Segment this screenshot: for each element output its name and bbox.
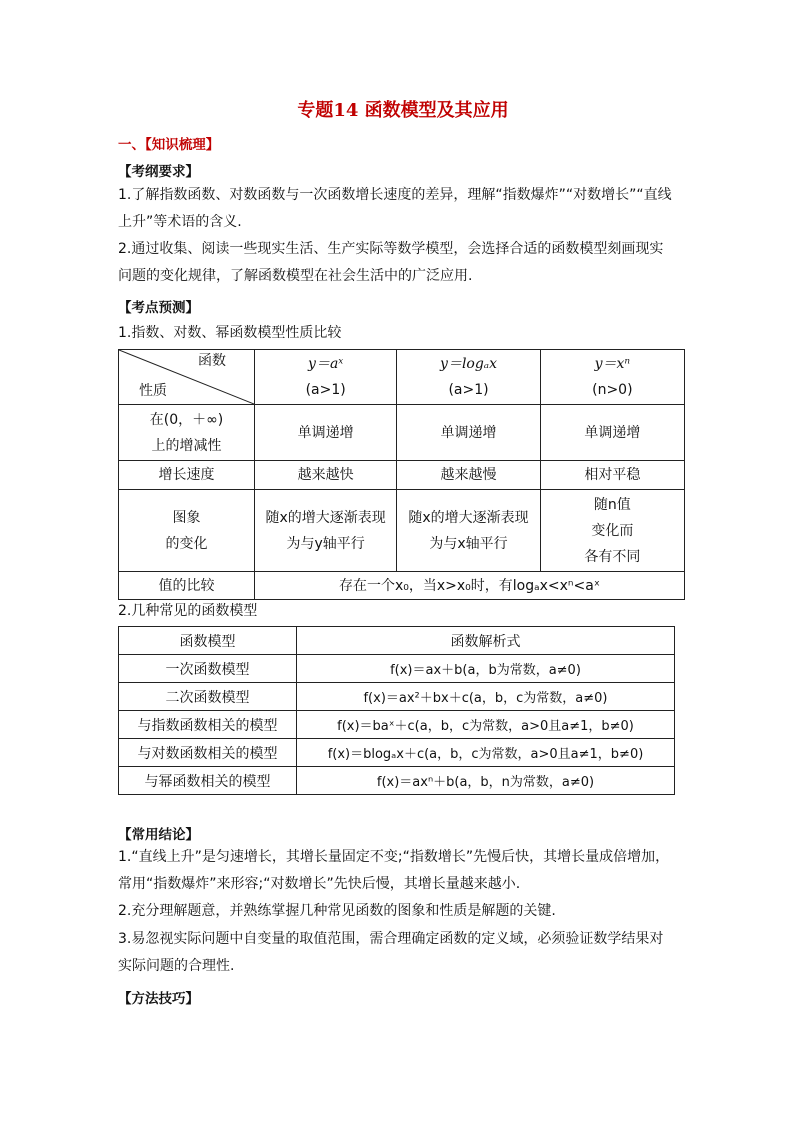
cell-line: 变化而 — [591, 522, 634, 539]
table-cell: 越来越慢 — [397, 461, 540, 490]
table-cell: 单调递增 — [255, 405, 397, 461]
col-formula: y＝aˣ — [308, 356, 344, 372]
heading-common-conclusions: 【常用结论】 — [118, 827, 199, 843]
table2-caption: 2.几种常见的函数模型 — [118, 603, 258, 619]
compare-value: 存在一个x₀，当x>x₀时，有logₐx<xⁿ<aˣ — [255, 572, 685, 600]
conclusion-1: 1.“直线上升”是匀速增长，其增长量固定不变;“指数增长”先慢后快，其增长量成倍增加，常用“指数爆炸”来形容;“对数增长”先快后慢，其增长量越来越小. — [118, 849, 670, 892]
col-condition: (a>1) — [305, 382, 346, 398]
col-formula: y＝logₐx — [440, 356, 497, 372]
heading-method-tips: 【方法技巧】 — [118, 991, 199, 1007]
label-line: 图象 — [172, 509, 201, 526]
comparison-table — [118, 349, 685, 600]
page-title: 专题14 函数模型及其应用 — [297, 100, 509, 121]
table-cell — [397, 490, 540, 572]
label-line: 上的增减性 — [151, 437, 222, 454]
model-formula: f(x)＝blogₐx＋c(a，b，c为常数，a>0且a≠1，b≠0) — [297, 739, 675, 767]
table-cell: 相对平稳 — [540, 461, 684, 490]
col-condition: (a>1) — [448, 382, 489, 398]
heading-point-prediction: 【考点预测】 — [118, 300, 199, 316]
label-line: 的变化 — [165, 535, 208, 552]
col-condition: (n>0) — [592, 382, 633, 398]
row-label-monotonicity — [119, 405, 255, 461]
corner-header — [119, 350, 255, 405]
col-header-exp — [255, 350, 397, 405]
model-name: 与指数函数相关的模型 — [119, 711, 297, 739]
label-line: 在(0，＋∞) — [149, 411, 224, 428]
model-formula: f(x)＝axⁿ＋b(a，b，n为常数，a≠0) — [297, 767, 675, 795]
col-formula: y＝xⁿ — [594, 356, 631, 372]
table-cell: 单调递增 — [540, 405, 684, 461]
header-formula: 函数解析式 — [297, 627, 675, 655]
conclusion-2: 2.充分理解题意，并熟练掌握几种常见函数的图象和性质是解题的关键. — [118, 903, 556, 919]
table1-caption: 1.指数、对数、幂函数模型性质比较 — [118, 325, 342, 341]
corner-top-label: 函数 — [198, 353, 226, 369]
table-cell: 越来越快 — [255, 461, 397, 490]
col-header-log — [397, 350, 540, 405]
model-name: 与幂函数相关的模型 — [119, 767, 297, 795]
model-name: 一次函数模型 — [119, 655, 297, 683]
model-name: 二次函数模型 — [119, 683, 297, 711]
cell-line: 为与x轴平行 — [429, 535, 508, 552]
table-cell — [540, 490, 684, 572]
model-name: 与对数函数相关的模型 — [119, 739, 297, 767]
section-heading: 一、【知识梳理】 — [118, 137, 220, 153]
requirement-1: 1.了解指数函数、对数函数与一次函数增长速度的差异，理解“指数爆炸”“对数增长”“直线上升”等术语的含义. — [118, 187, 672, 230]
row-label-growth: 增长速度 — [119, 461, 255, 490]
table-cell — [255, 490, 397, 572]
model-formula: f(x)＝ax＋b(a，b为常数，a≠0) — [297, 655, 675, 683]
model-formula: f(x)＝baˣ＋c(a，b，c为常数，a>0且a≠1，b≠0) — [297, 711, 675, 739]
row-label-compare: 值的比较 — [119, 572, 255, 600]
model-formula: f(x)＝ax²＋bx＋c(a，b，c为常数，a≠0) — [297, 683, 675, 711]
row-label-graph — [119, 490, 255, 572]
table-cell: 单调递增 — [397, 405, 540, 461]
conclusion-3: 3.易忽视实际问题中自变量的取值范围，需合理确定函数的定义域，必须验证数学结果对实际问题的合理性. — [118, 931, 664, 974]
cell-line: 随x的增大逐渐表现 — [265, 509, 386, 526]
function-model-table — [118, 626, 675, 795]
cell-line: 随n值 — [593, 496, 631, 513]
cell-line: 各有不同 — [584, 548, 641, 565]
requirement-2: 2.通过收集、阅读一些现实生活、生产实际等数学模型，会选择合适的函数模型刻画现实问题的变化规律，了解函数模型在社会生活中的广泛应用. — [118, 241, 664, 284]
heading-exam-requirements: 【考纲要求】 — [118, 164, 199, 180]
col-header-power — [540, 350, 684, 405]
corner-bottom-label: 性质 — [139, 383, 167, 399]
cell-line: 随x的增大逐渐表现 — [408, 509, 529, 526]
header-model: 函数模型 — [119, 627, 297, 655]
cell-line: 为与y轴平行 — [286, 535, 365, 552]
